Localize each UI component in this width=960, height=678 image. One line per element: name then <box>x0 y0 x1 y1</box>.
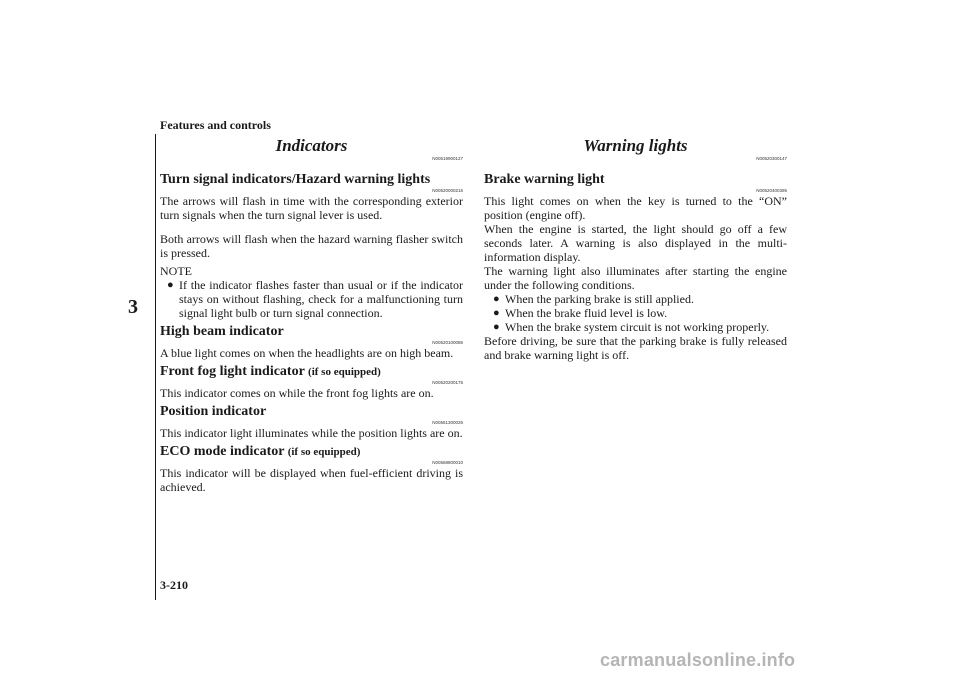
section-code: N00520400395 <box>756 188 787 193</box>
bullet-icon: ● <box>167 279 174 291</box>
chapter-tab-number: 3 <box>128 296 138 318</box>
chapter-code: N00520300147 <box>756 156 787 161</box>
section-title-turn-signal: Turn signal indicators/Hazard warning lights <box>160 172 431 187</box>
list-item-text: When the parking brake is still applied. <box>505 292 694 306</box>
note-label: NOTE <box>160 264 192 278</box>
right-column <box>484 136 787 362</box>
list-item <box>484 292 787 306</box>
section-title-front-fog <box>160 364 463 380</box>
section-code: N00568800010 <box>432 460 463 465</box>
bullet-icon: ● <box>493 293 500 305</box>
watermark: carmanualsonline.info <box>600 650 796 670</box>
paragraph: The warning light also illuminates after starting the engine under the following conditions. <box>484 264 787 292</box>
section-title-eco-mode <box>160 444 463 460</box>
section-code: N00520000216 <box>432 188 463 193</box>
paragraph: This indicator comes on while the front fog lights are on. <box>160 386 434 400</box>
section-title-high-beam: High beam indicator <box>160 324 284 339</box>
paragraph: A blue light comes on when the headlights are on high beam. <box>160 346 454 360</box>
section-code: N00551300026 <box>432 420 463 425</box>
list-item-text: When the brake fluid level is low. <box>505 306 668 320</box>
paragraph: When the engine is started, the light should go off a few seconds later. A warning is also displayed in the multi-information display. <box>484 222 787 264</box>
paragraph: Both arrows will flash when the hazard warning flasher switch is pressed. <box>160 232 463 260</box>
paragraph: The arrows will flash in time with the corresponding exterior turn signals when the turn signal lever is used. <box>160 194 463 222</box>
list-item <box>484 320 787 334</box>
section-title-text: Front fog light indicator <box>160 364 305 379</box>
section-subtitle: (if so equipped) <box>287 446 361 458</box>
chapter-title-indicators: Indicators <box>275 136 348 155</box>
chapter-code: N00519900127 <box>432 156 463 161</box>
chapter-title-warning-lights: Warning lights <box>583 136 688 155</box>
note-item <box>160 278 463 320</box>
section-subtitle: (if so equipped) <box>308 366 381 378</box>
list-item-text: When the brake system circuit is not working properly. <box>505 320 770 334</box>
left-column <box>160 136 463 494</box>
paragraph: This light comes on when the key is turned to the “ON” position (engine off). <box>484 194 787 222</box>
page-number: 3-210 <box>160 578 188 592</box>
bullet-icon: ● <box>493 321 500 333</box>
margin-rule <box>155 134 156 600</box>
note-text: If the indicator flashes faster than usual or if the indicator stays on without flashing, check for a malfunctioning turn signal light bulb or turn signal connection. <box>179 278 463 320</box>
section-title-brake: Brake warning light <box>484 172 605 187</box>
section-code: N00520200175 <box>432 380 463 385</box>
list-item <box>484 306 787 320</box>
running-head: Features and controls <box>160 118 271 132</box>
section-title-position: Position indicator <box>160 404 267 419</box>
bullet-icon: ● <box>493 307 500 319</box>
section-title-text: ECO mode indicator <box>160 444 285 459</box>
paragraph: This indicator will be displayed when fuel-efficient driving is achieved. <box>160 466 463 494</box>
section-code: N00520100086 <box>432 340 463 345</box>
paragraph: Before driving, be sure that the parking brake is fully released and brake warning light is off. <box>484 334 787 362</box>
paragraph: This indicator light illuminates while the position lights are on. <box>160 426 463 440</box>
